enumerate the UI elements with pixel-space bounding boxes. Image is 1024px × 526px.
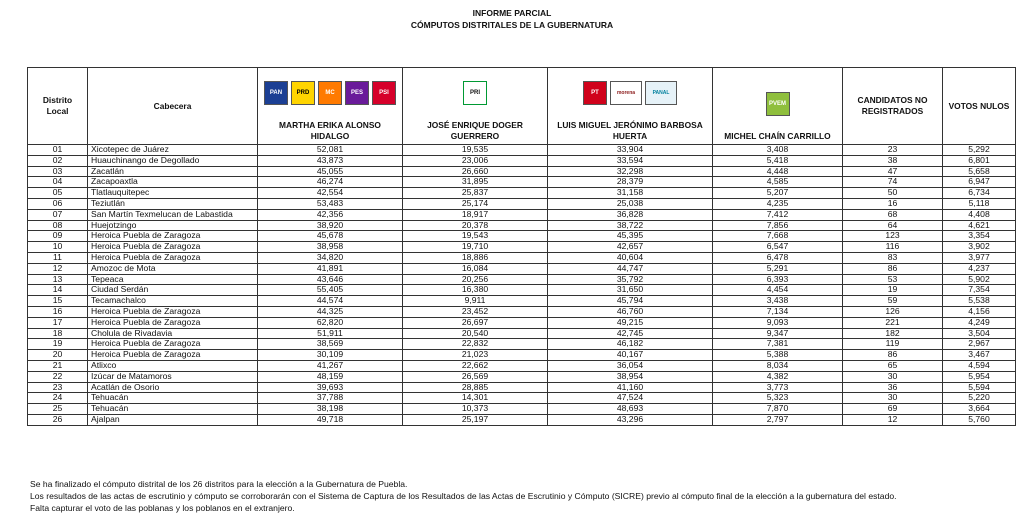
- cell-votes-candidate-1: 43,646: [258, 274, 403, 285]
- cell-votes-candidate-3: 35,792: [548, 274, 713, 285]
- cell-votes-candidate-1: 43,873: [258, 155, 403, 166]
- header-candidate-1: [258, 68, 403, 145]
- table-row: [28, 306, 1016, 317]
- cell-votes-candidate-3: 31,158: [548, 188, 713, 199]
- title-block: [0, 7, 1024, 31]
- cell-votes-candidate-3: 49,215: [548, 317, 713, 328]
- cell-votes-candidate-3: 41,160: [548, 382, 713, 393]
- cell-votes-candidate-1: 55,405: [258, 285, 403, 296]
- cell-cabecera: Cholula de Rivadavia: [88, 328, 258, 339]
- cell-votes-candidate-1: 37,788: [258, 393, 403, 404]
- cell-votos-nulos: 5,538: [943, 296, 1016, 307]
- cell-no-registrados: 50: [843, 188, 943, 199]
- cell-distrito: 23: [28, 382, 88, 393]
- cell-votos-nulos: 3,977: [943, 252, 1016, 263]
- cell-votes-candidate-2: 19,710: [403, 242, 548, 253]
- pvem-logo-icon: PVEM: [766, 92, 790, 116]
- cell-cabecera: Heroica Puebla de Zaragoza: [88, 252, 258, 263]
- cell-votes-candidate-3: 32,298: [548, 166, 713, 177]
- party-logos-2: [406, 80, 544, 106]
- table-row: [28, 404, 1016, 415]
- cell-votes-candidate-3: 42,745: [548, 328, 713, 339]
- cell-distrito: 17: [28, 317, 88, 328]
- cell-votes-candidate-2: 20,256: [403, 274, 548, 285]
- cell-distrito: 16: [28, 306, 88, 317]
- cell-distrito: 26: [28, 414, 88, 425]
- cell-votes-candidate-1: 38,920: [258, 220, 403, 231]
- cell-votes-candidate-2: 9,911: [403, 296, 548, 307]
- cell-cabecera: Ciudad Serdán: [88, 285, 258, 296]
- cell-votes-candidate-3: 36,828: [548, 209, 713, 220]
- report-subtitle: CÓMPUTOS DISTRITALES DE LA GUBERNATURA: [410, 20, 614, 30]
- cell-votos-nulos: 4,156: [943, 306, 1016, 317]
- cell-votes-candidate-4: 7,381: [713, 339, 843, 350]
- cell-votes-candidate-4: 3,408: [713, 145, 843, 156]
- cell-votes-candidate-4: 5,323: [713, 393, 843, 404]
- cell-cabecera: Heroica Puebla de Zaragoza: [88, 339, 258, 350]
- cell-votes-candidate-4: 7,668: [713, 231, 843, 242]
- cell-no-registrados: 53: [843, 274, 943, 285]
- cell-distrito: 14: [28, 285, 88, 296]
- cell-votes-candidate-1: 49,718: [258, 414, 403, 425]
- cell-votes-candidate-3: 42,657: [548, 242, 713, 253]
- cell-votes-candidate-1: 48,159: [258, 371, 403, 382]
- cell-votes-candidate-3: 43,296: [548, 414, 713, 425]
- cell-votes-candidate-2: 23,006: [403, 155, 548, 166]
- panal-logo-icon: PANAL: [645, 81, 677, 105]
- cell-votos-nulos: 5,118: [943, 198, 1016, 209]
- cell-votes-candidate-3: 48,693: [548, 404, 713, 415]
- cell-votes-candidate-2: 26,569: [403, 371, 548, 382]
- cell-no-registrados: 38: [843, 155, 943, 166]
- cell-votes-candidate-2: 16,084: [403, 263, 548, 274]
- cell-votos-nulos: 4,249: [943, 317, 1016, 328]
- mc-logo-icon: MC: [318, 81, 342, 105]
- cell-cabecera: Tecamachalco: [88, 296, 258, 307]
- cell-votos-nulos: 6,947: [943, 177, 1016, 188]
- cell-no-registrados: 12: [843, 414, 943, 425]
- cell-votes-candidate-4: 7,412: [713, 209, 843, 220]
- cell-votes-candidate-4: 5,207: [713, 188, 843, 199]
- cell-votos-nulos: 4,408: [943, 209, 1016, 220]
- cell-votes-candidate-1: 53,483: [258, 198, 403, 209]
- cell-votes-candidate-1: 42,356: [258, 209, 403, 220]
- cell-votos-nulos: 5,902: [943, 274, 1016, 285]
- cell-no-registrados: 123: [843, 231, 943, 242]
- cell-no-registrados: 30: [843, 371, 943, 382]
- footnote-3: Falta capturar el voto de las poblanas y los poblanos en el extranjero.: [30, 503, 295, 513]
- cell-votes-candidate-2: 10,373: [403, 404, 548, 415]
- candidate-4-name: MICHEL CHAÍN CARRILLO: [724, 131, 831, 141]
- cell-votes-candidate-3: 36,054: [548, 360, 713, 371]
- cell-votos-nulos: 4,594: [943, 360, 1016, 371]
- cell-distrito: 03: [28, 166, 88, 177]
- cell-cabecera: Acatlán de Osorio: [88, 382, 258, 393]
- table-row: [28, 166, 1016, 177]
- cell-cabecera: Zacatlán: [88, 166, 258, 177]
- cell-votes-candidate-2: 22,662: [403, 360, 548, 371]
- cell-votes-candidate-2: 23,452: [403, 306, 548, 317]
- cell-no-registrados: 19: [843, 285, 943, 296]
- table-row: [28, 209, 1016, 220]
- header-candidate-2: [403, 68, 548, 145]
- cell-votos-nulos: 3,467: [943, 350, 1016, 361]
- cell-votes-candidate-4: 6,547: [713, 242, 843, 253]
- cell-votes-candidate-2: 26,697: [403, 317, 548, 328]
- cell-votes-candidate-3: 28,379: [548, 177, 713, 188]
- cell-distrito: 07: [28, 209, 88, 220]
- cell-cabecera: Tlatlauquitepec: [88, 188, 258, 199]
- cell-no-registrados: 23: [843, 145, 943, 156]
- morena-logo-icon: morena: [610, 81, 642, 105]
- table-row: [28, 231, 1016, 242]
- cell-no-registrados: 116: [843, 242, 943, 253]
- cell-votos-nulos: 5,658: [943, 166, 1016, 177]
- candidate-3-name: LUIS MIGUEL JERÓNIMO BARBOSA HUERTA: [557, 120, 703, 141]
- cell-votes-candidate-1: 41,267: [258, 360, 403, 371]
- cell-distrito: 11: [28, 252, 88, 263]
- cell-votes-candidate-3: 44,747: [548, 263, 713, 274]
- table-row: [28, 188, 1016, 199]
- cell-votes-candidate-1: 52,081: [258, 145, 403, 156]
- table-row: [28, 328, 1016, 339]
- cell-no-registrados: 221: [843, 317, 943, 328]
- table-row: [28, 414, 1016, 425]
- cell-votos-nulos: 5,292: [943, 145, 1016, 156]
- cell-no-registrados: 86: [843, 350, 943, 361]
- cell-distrito: 05: [28, 188, 88, 199]
- cell-distrito: 08: [28, 220, 88, 231]
- cell-votes-candidate-4: 3,773: [713, 382, 843, 393]
- cell-distrito: 21: [28, 360, 88, 371]
- cell-votes-candidate-1: 34,820: [258, 252, 403, 263]
- table-row: [28, 145, 1016, 156]
- cell-votos-nulos: 4,237: [943, 263, 1016, 274]
- footnote-2: Los resultados de las actas de escrutinio y cómputo se corroborarán con el Sistema de Captura de los Resultados de las Actas de Escrutinio y Cómputo (SICRE) previo al cómputo final de la elección a la gubernatura del estado.: [30, 491, 897, 501]
- cell-votes-candidate-4: 7,134: [713, 306, 843, 317]
- cell-votes-candidate-4: 2,797: [713, 414, 843, 425]
- cell-no-registrados: 83: [843, 252, 943, 263]
- cell-votos-nulos: 3,664: [943, 404, 1016, 415]
- header-candidate-3: [548, 68, 713, 145]
- cell-votes-candidate-2: 18,886: [403, 252, 548, 263]
- cell-votes-candidate-2: 19,535: [403, 145, 548, 156]
- table-row: [28, 393, 1016, 404]
- cell-cabecera: Xicotepec de Juárez: [88, 145, 258, 156]
- cell-votes-candidate-3: 40,604: [548, 252, 713, 263]
- cell-votes-candidate-3: 38,722: [548, 220, 713, 231]
- cell-votes-candidate-4: 7,870: [713, 404, 843, 415]
- cell-cabecera: Huauchinango de Degollado: [88, 155, 258, 166]
- footnotes: [30, 478, 897, 514]
- report-title: INFORME PARCIAL: [472, 8, 552, 18]
- cell-votes-candidate-4: 4,585: [713, 177, 843, 188]
- cell-votes-candidate-3: 38,954: [548, 371, 713, 382]
- table-row: [28, 274, 1016, 285]
- pri-logo-icon: PRI: [463, 81, 487, 105]
- table-row: [28, 242, 1016, 253]
- cell-cabecera: San Martín Texmelucan de Labastida: [88, 209, 258, 220]
- cell-votes-candidate-1: 38,569: [258, 339, 403, 350]
- cell-votes-candidate-4: 6,393: [713, 274, 843, 285]
- results-table: [27, 67, 1016, 426]
- cell-votes-candidate-2: 28,885: [403, 382, 548, 393]
- cell-votes-candidate-3: 31,650: [548, 285, 713, 296]
- cell-distrito: 12: [28, 263, 88, 274]
- cell-votes-candidate-4: 4,382: [713, 371, 843, 382]
- table-row: [28, 220, 1016, 231]
- cell-votes-candidate-2: 31,895: [403, 177, 548, 188]
- cell-votes-candidate-4: 5,388: [713, 350, 843, 361]
- cell-votos-nulos: 5,954: [943, 371, 1016, 382]
- cell-votes-candidate-2: 20,378: [403, 220, 548, 231]
- pan-logo-icon: PAN: [264, 81, 288, 105]
- cell-no-registrados: 69: [843, 404, 943, 415]
- cell-votos-nulos: 7,354: [943, 285, 1016, 296]
- header-votos-nulos: VOTOS NULOS: [943, 68, 1016, 145]
- prd-logo-icon: PRD: [291, 81, 315, 105]
- cell-no-registrados: 86: [843, 263, 943, 274]
- cell-distrito: 06: [28, 198, 88, 209]
- cell-votos-nulos: 4,621: [943, 220, 1016, 231]
- cell-no-registrados: 65: [843, 360, 943, 371]
- cell-votes-candidate-4: 4,454: [713, 285, 843, 296]
- candidate-2-name: JOSÉ ENRIQUE DOGER GUERRERO: [427, 120, 523, 141]
- cell-cabecera: Heroica Puebla de Zaragoza: [88, 242, 258, 253]
- cell-cabecera: Teziutlán: [88, 198, 258, 209]
- cell-votes-candidate-1: 45,678: [258, 231, 403, 242]
- cell-cabecera: Huejotzingo: [88, 220, 258, 231]
- cell-cabecera: Heroica Puebla de Zaragoza: [88, 306, 258, 317]
- cell-votes-candidate-2: 25,174: [403, 198, 548, 209]
- cell-votes-candidate-3: 46,182: [548, 339, 713, 350]
- cell-votos-nulos: 6,801: [943, 155, 1016, 166]
- table-row: [28, 339, 1016, 350]
- cell-votes-candidate-4: 4,235: [713, 198, 843, 209]
- cell-votes-candidate-1: 38,198: [258, 404, 403, 415]
- cell-no-registrados: 119: [843, 339, 943, 350]
- cell-votes-candidate-3: 33,904: [548, 145, 713, 156]
- cell-distrito: 20: [28, 350, 88, 361]
- table-row: [28, 360, 1016, 371]
- header-no-registrados: CANDIDATOS NO REGISTRADOS: [843, 68, 943, 145]
- cell-votos-nulos: 3,354: [943, 231, 1016, 242]
- cell-votes-candidate-1: 30,109: [258, 350, 403, 361]
- cell-cabecera: Izúcar de Matamoros: [88, 371, 258, 382]
- cell-votes-candidate-3: 45,794: [548, 296, 713, 307]
- cell-votes-candidate-1: 41,891: [258, 263, 403, 274]
- cell-cabecera: Tehuacán: [88, 393, 258, 404]
- cell-distrito: 25: [28, 404, 88, 415]
- cell-no-registrados: 47: [843, 166, 943, 177]
- cell-no-registrados: 36: [843, 382, 943, 393]
- cell-votos-nulos: 3,902: [943, 242, 1016, 253]
- cell-votes-candidate-3: 25,038: [548, 198, 713, 209]
- cell-votes-candidate-2: 19,543: [403, 231, 548, 242]
- cell-votes-candidate-3: 47,524: [548, 393, 713, 404]
- table-row: [28, 252, 1016, 263]
- cell-distrito: 22: [28, 371, 88, 382]
- pt-logo-icon: PT: [583, 81, 607, 105]
- cell-votes-candidate-1: 39,693: [258, 382, 403, 393]
- cell-cabecera: Tepeaca: [88, 274, 258, 285]
- cell-votes-candidate-2: 25,837: [403, 188, 548, 199]
- cell-votes-candidate-1: 62,820: [258, 317, 403, 328]
- cell-votes-candidate-3: 45,395: [548, 231, 713, 242]
- coalition-logos-3: [551, 80, 709, 106]
- cell-cabecera: Heroica Puebla de Zaragoza: [88, 231, 258, 242]
- cell-cabecera: Tehuacán: [88, 404, 258, 415]
- cell-no-registrados: 30: [843, 393, 943, 404]
- cell-votos-nulos: 5,220: [943, 393, 1016, 404]
- header-candidate-4: [713, 68, 843, 145]
- cell-votes-candidate-2: 21,023: [403, 350, 548, 361]
- cell-cabecera: Atlixco: [88, 360, 258, 371]
- cell-votos-nulos: 5,594: [943, 382, 1016, 393]
- cell-distrito: 04: [28, 177, 88, 188]
- cell-cabecera: Heroica Puebla de Zaragoza: [88, 317, 258, 328]
- pes-logo-icon: PES: [345, 81, 369, 105]
- cell-votes-candidate-2: 26,660: [403, 166, 548, 177]
- table-row: [28, 177, 1016, 188]
- cell-votes-candidate-1: 38,958: [258, 242, 403, 253]
- cell-cabecera: Zacapoaxtla: [88, 177, 258, 188]
- cell-no-registrados: 182: [843, 328, 943, 339]
- cell-distrito: 09: [28, 231, 88, 242]
- candidate-1-name: MARTHA ERIKA ALONSO HIDALGO: [279, 120, 381, 141]
- cell-distrito: 01: [28, 145, 88, 156]
- cell-votos-nulos: 5,760: [943, 414, 1016, 425]
- cell-votes-candidate-2: 16,380: [403, 285, 548, 296]
- header-cabecera: Cabecera: [88, 68, 258, 145]
- footnote-1: Se ha finalizado el cómputo distrital de los 26 distritos para la elección a la Gubernatura de Puebla.: [30, 479, 408, 489]
- table-row: [28, 263, 1016, 274]
- cell-votes-candidate-4: 8,034: [713, 360, 843, 371]
- cell-distrito: 10: [28, 242, 88, 253]
- cell-votes-candidate-2: 25,197: [403, 414, 548, 425]
- cell-votes-candidate-3: 40,167: [548, 350, 713, 361]
- cell-votes-candidate-4: 7,856: [713, 220, 843, 231]
- cell-no-registrados: 68: [843, 209, 943, 220]
- cell-votos-nulos: 3,504: [943, 328, 1016, 339]
- cell-votes-candidate-4: 5,418: [713, 155, 843, 166]
- cell-votes-candidate-3: 33,594: [548, 155, 713, 166]
- cell-votes-candidate-2: 20,540: [403, 328, 548, 339]
- table-row: [28, 350, 1016, 361]
- cell-votes-candidate-2: 22,832: [403, 339, 548, 350]
- cell-votes-candidate-1: 46,274: [258, 177, 403, 188]
- party-logos-4: [716, 91, 839, 117]
- cell-votes-candidate-4: 9,093: [713, 317, 843, 328]
- cell-votes-candidate-4: 4,448: [713, 166, 843, 177]
- cell-no-registrados: 74: [843, 177, 943, 188]
- cell-votes-candidate-4: 6,478: [713, 252, 843, 263]
- table-row: [28, 371, 1016, 382]
- cell-votos-nulos: 6,734: [943, 188, 1016, 199]
- cell-no-registrados: 126: [843, 306, 943, 317]
- cell-distrito: 18: [28, 328, 88, 339]
- table-row: [28, 155, 1016, 166]
- cell-distrito: 15: [28, 296, 88, 307]
- table-body: [28, 145, 1016, 426]
- cell-no-registrados: 16: [843, 198, 943, 209]
- cell-votes-candidate-1: 45,055: [258, 166, 403, 177]
- cell-distrito: 13: [28, 274, 88, 285]
- cell-cabecera: Ajalpan: [88, 414, 258, 425]
- coalition-logos-1: [261, 80, 399, 106]
- cell-distrito: 24: [28, 393, 88, 404]
- cell-distrito: 02: [28, 155, 88, 166]
- table-row: [28, 285, 1016, 296]
- table-row: [28, 382, 1016, 393]
- cell-votes-candidate-4: 5,291: [713, 263, 843, 274]
- cell-cabecera: Heroica Puebla de Zaragoza: [88, 350, 258, 361]
- cell-votos-nulos: 2,967: [943, 339, 1016, 350]
- cell-distrito: 19: [28, 339, 88, 350]
- cell-votes-candidate-1: 42,554: [258, 188, 403, 199]
- table-header-row: [28, 68, 1016, 145]
- cell-no-registrados: 59: [843, 296, 943, 307]
- table-row: [28, 198, 1016, 209]
- table-row: [28, 317, 1016, 328]
- cell-votes-candidate-4: 3,438: [713, 296, 843, 307]
- cell-votes-candidate-2: 14,301: [403, 393, 548, 404]
- cell-votes-candidate-1: 44,574: [258, 296, 403, 307]
- cell-votes-candidate-4: 9,347: [713, 328, 843, 339]
- psi-logo-icon: PSI: [372, 81, 396, 105]
- cell-votes-candidate-1: 44,325: [258, 306, 403, 317]
- cell-votes-candidate-1: 51,911: [258, 328, 403, 339]
- cell-votes-candidate-2: 18,917: [403, 209, 548, 220]
- cell-no-registrados: 64: [843, 220, 943, 231]
- table-row: [28, 296, 1016, 307]
- cell-cabecera: Amozoc de Mota: [88, 263, 258, 274]
- cell-votes-candidate-3: 46,760: [548, 306, 713, 317]
- header-distrito: Distrito Local: [28, 68, 88, 145]
